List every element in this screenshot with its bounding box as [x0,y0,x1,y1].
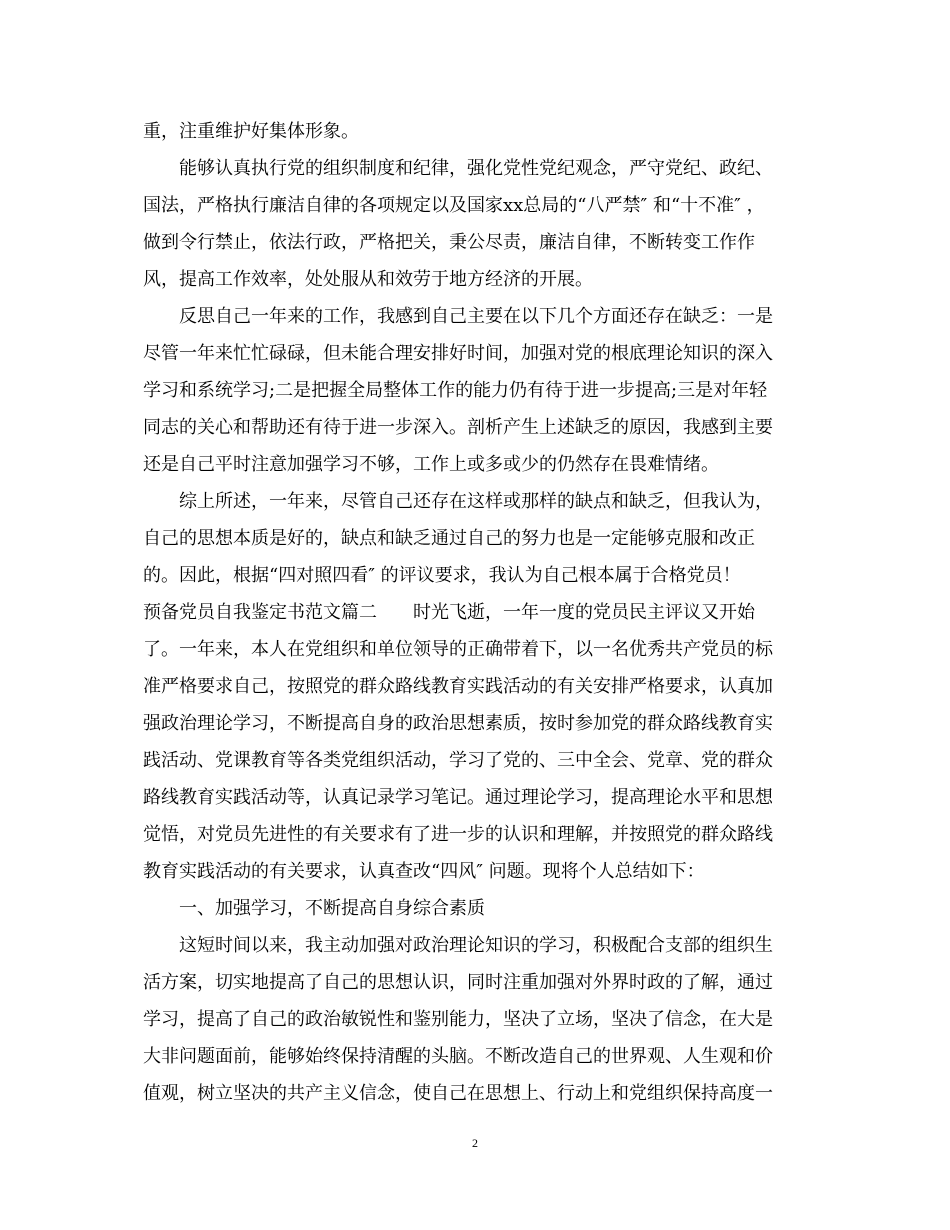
paragraph-start: 综上所述，一年来，尽管自己还存在这样或那样的缺点和缺乏，但我认为， [179,491,773,512]
text-line: 大非问题面前，能够始终保持清醒的头脑。不断改造自己的世界观、人生观和价 [143,1046,773,1067]
text-line: 风，提高工作效率，处处服从和效劳于地方经济的开展。 [143,269,593,290]
text-line: 强政治理论学习，不断提高自身的政治思想素质，按时参加党的群众路线教育实 [143,713,773,734]
text-line: 还是自己平时注意加强学习不够，工作上或多或少的仍然存在畏难情绪。 [143,454,719,475]
paragraph-start: 这短时间以来，我主动加强对政治理论知识的学习，积极配合支部的组织生 [179,935,773,956]
text-line: 学习，提高了自己的政治敏锐性和鉴别能力，坚决了立场，坚决了信念，在大是 [143,1009,773,1030]
text-line: 准严格要求自己，按照党的群众路线教育实践活动的有关安排严格要求，认真加 [143,676,773,697]
text-line: 值观，树立坚决的共产主义信念，使自己在思想上、行动上和党组织保持高度一 [143,1083,773,1104]
subsection-heading: 一、加强学习，不断提高自身综合素质 [179,898,485,919]
page-number: 2 [472,1136,478,1150]
paragraph-start: 反思自己一年来的工作，我感到自己主要在以下几个方面还存在缺乏：一是 [179,306,773,327]
section-intro-text: 时光飞逝，一年一度的党员民主评议又开始 [413,602,755,623]
document-body [143,113,808,1112]
text-line: 教育实践活动的有关要求，认真查改“四风″ 问题。现将个人总结如下： [143,861,705,882]
text-line: 同志的关心和帮助还有待于进一步深入。剖析产生上述缺乏的原因，我感到主要 [143,417,773,438]
text-line: 活方案，切实地提高了自己的思想认识，同时注重加强对外界时政的了解，通过 [143,972,773,993]
text-line: 觉悟，对党员先进性的有关要求有了进一步的认识和理解，并按照党的群众路线 [143,824,773,845]
text-line: 的。因此，根据“四对照四看″ 的评议要求，我认为自己根本属于合格党员！ [143,565,741,586]
text-line: 自己的思想本质是好的，缺点和缺乏通过自己的努力也是一定能够克服和改正 [143,528,755,549]
text-line: 重，注重维护好集体形象。 [143,121,359,142]
text-line: 践活动、党课教育等各类党组织活动，学习了党的、三中全会、党章、党的群众 [143,750,773,771]
paragraph-start: 能够认真执行党的组织制度和纪律，强化党性党纪观念，严守党纪、政纪、 [179,158,773,179]
section-title: 预备党员自我鉴定书范文篇二 [143,602,377,623]
text-line: 尽管一年来忙忙碌碌，但未能合理安排好时间，加强对党的根底理论知识的深入 [143,343,773,364]
text-line: 路线教育实践活动等，认真记录学习笔记。通过理论学习，提高理论水平和思想 [143,787,773,808]
text-line: 国法，严格执行廉洁自律的各项规定以及国家xx总局的“八严禁″ 和“十不准″ ， [143,195,765,216]
text-line: 做到令行禁止，依法行政，严格把关，秉公尽责，廉洁自律，不断转变工作作 [143,232,755,253]
text-line: 学习和系统学习;二是把握全局整体工作的能力仍有待于进一步提高;三是对年轻 [143,380,768,401]
section-heading-line [143,594,808,631]
text-line: 了。一年来，本人在党组织和单位领导的正确带着下，以一名优秀共产党员的标 [143,639,773,660]
